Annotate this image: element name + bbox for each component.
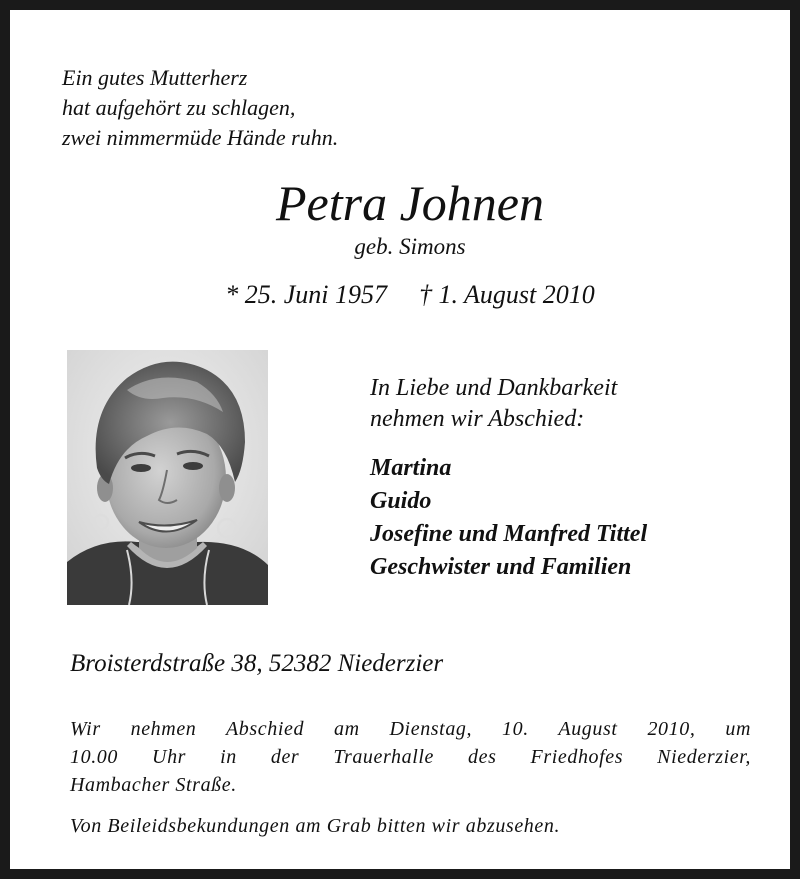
mourner-name: Geschwister und Familien bbox=[370, 554, 632, 580]
service-line: Hambacher Straße. bbox=[70, 774, 237, 796]
motto-verse bbox=[62, 63, 338, 153]
motto-line: zwei nimmermüde Hände ruhn. bbox=[62, 125, 339, 150]
family-address: Broisterdstraße 38, 52382 Niederzier bbox=[70, 650, 444, 677]
death-date: † 1. August 2010 bbox=[419, 280, 595, 309]
farewell-line: nehmen wir Abschied: bbox=[370, 406, 585, 432]
motto-line: hat aufgehört zu schlagen, bbox=[62, 95, 296, 120]
service-line: Wir nehmen Abschied am Dienstag, 10. August 2010, um bbox=[70, 718, 751, 740]
deceased-name: Petra Johnen bbox=[276, 175, 544, 231]
mourner-name: Martina bbox=[370, 455, 452, 481]
service-line: 10.00 Uhr in der Trauerhalle des Friedhofes Niederzier, bbox=[70, 746, 751, 768]
birth-date: * 25. Juni 1957 bbox=[225, 280, 387, 309]
motto-line: Ein gutes Mutterherz bbox=[62, 65, 248, 90]
mourners-list bbox=[370, 452, 647, 584]
mourner-name: Josefine und Manfred Tittel bbox=[370, 521, 648, 547]
farewell-line: In Liebe und Dankbarkeit bbox=[370, 375, 618, 401]
life-dates bbox=[10, 278, 800, 312]
farewell-text bbox=[370, 373, 617, 435]
birth-name: geb. Simons bbox=[354, 234, 466, 259]
mourner-name: Guido bbox=[370, 488, 432, 514]
portrait-photo bbox=[67, 350, 268, 605]
funeral-service-info bbox=[70, 715, 751, 799]
condolence-note: Von Beileidsbekundungen am Grab bitten wir abzusehen. bbox=[70, 815, 561, 837]
